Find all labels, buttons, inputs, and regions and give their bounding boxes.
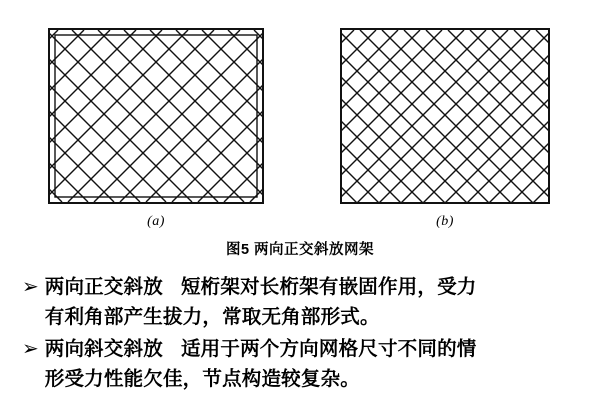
bullet-item-1-text-1: 短桁架对长桁架有嵌固作用，受力 — [180, 276, 477, 298]
figure-title: 图5 两向正交斜放网架 — [225, 242, 375, 258]
bullet-item-2 — [22, 334, 582, 394]
diagonal-grid-svg-b — [342, 30, 548, 202]
bullet-item-2-term: 两向斜交斜放 — [44, 338, 163, 360]
bullet-item-2-line-2: 形受力性能欠佳，节点构造较复杂。 — [44, 368, 360, 390]
grid-diagram-a — [48, 28, 264, 204]
body-text — [22, 272, 582, 396]
bullet-item-1-line-1 — [45, 272, 582, 302]
figure-panel-a — [48, 28, 264, 230]
bullet-item-1-line-2: 有利角部产生拔力，常取无角部形式。 — [44, 306, 380, 328]
diagonal-grid-svg-a — [50, 30, 262, 202]
bullet-item-1-term: 两向正交斜放 — [44, 276, 163, 298]
bullet-item-2-line-1 — [45, 334, 582, 364]
grid-diagram-b — [340, 28, 550, 204]
figure-caption-a: (a) — [147, 214, 165, 229]
figure-caption-b: (b) — [436, 214, 454, 229]
bullet-item-2-body — [45, 334, 582, 394]
bullet-item-1 — [22, 272, 582, 332]
bullet-arrow-icon: ➢ — [22, 276, 39, 298]
bullet-item-1-body — [45, 272, 582, 332]
bullet-item-2-text-1: 适用于两个方向网格尺寸不同的情 — [180, 338, 477, 360]
bullet-arrow-icon: ➢ — [22, 338, 39, 360]
figure-panel-b — [340, 28, 550, 230]
